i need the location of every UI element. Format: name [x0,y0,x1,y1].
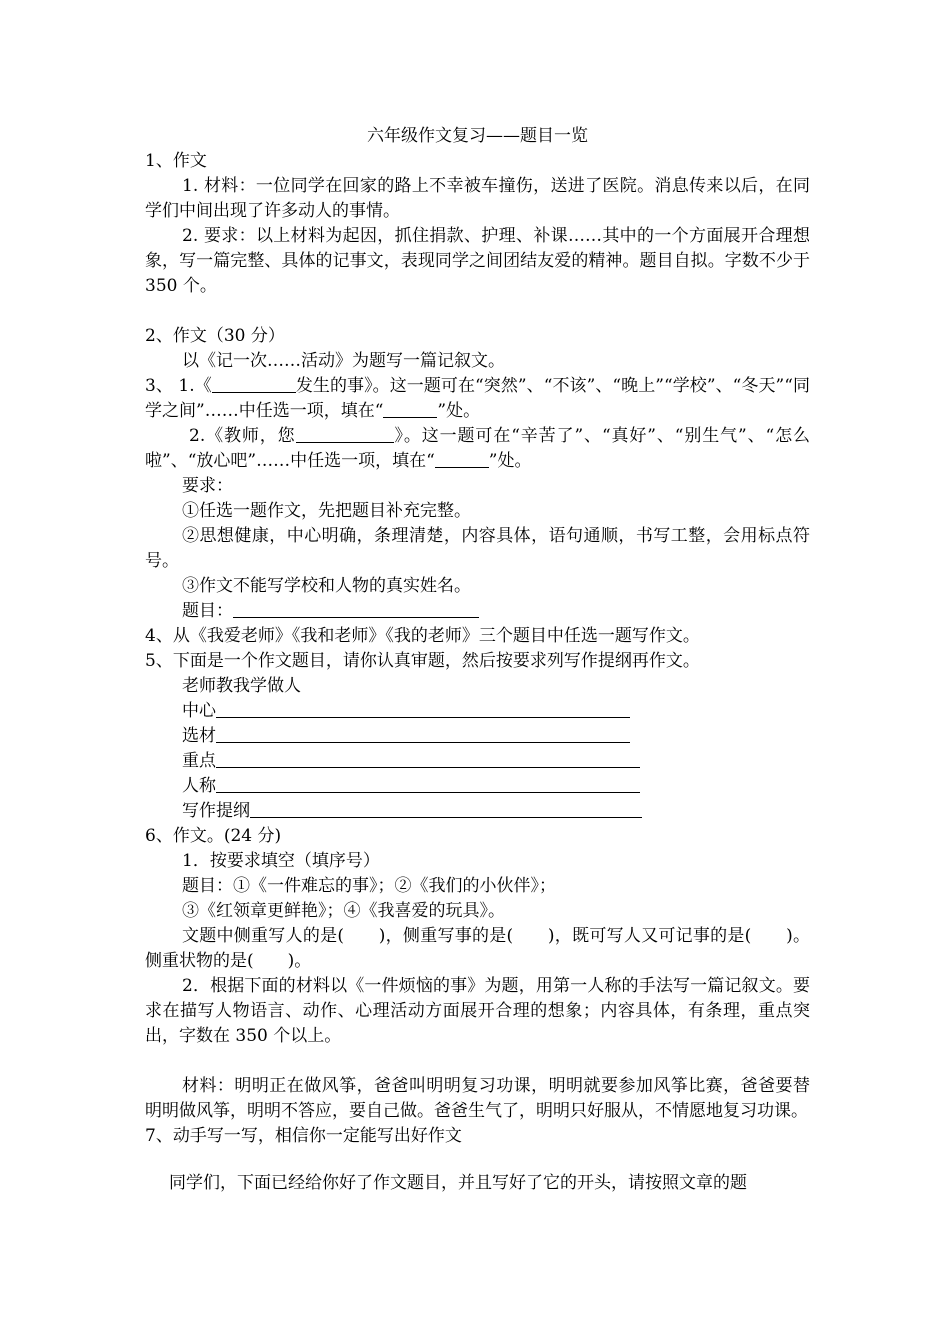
outline-blank[interactable] [216,724,630,743]
q1-prefix: 3、 1.《 [145,376,212,396]
q2-title-blank[interactable] [296,424,394,443]
requirement-1: ①任选一题作文，先把题目补充完整。 [182,501,471,521]
section-2-heading: 2、作文（30 分） [145,326,285,346]
outline-center [145,699,810,724]
topic-line [145,599,810,624]
q2-prefix: 2.《教师，您 [189,426,296,446]
outline-label: 人称 [182,776,216,796]
section-6-task-2: 2．根据下面的材料以《一件烦恼的事》为题，用第一人称的手法写一篇记叙文。要求在描写人物语言、动作、心理活动方面展开合理的想象；内容具体，有条理，重点突出，字数在 350 个以上。 [145,976,810,1046]
section-6-heading: 6、作文。(24 分) [145,826,282,846]
outline-blank[interactable] [250,799,642,818]
section-6-topics-line-2: ③《红领章更鲜艳》；④《我喜爱的玩具》。 [182,901,505,921]
q2-suffix: ”处。 [488,451,532,471]
outline-label: 中心 [182,701,216,721]
outline-plan [145,799,810,824]
outline-label: 重点 [182,751,216,771]
section-5-topic: 老师教我学做人 [182,676,301,696]
section-2-text: 以《记一次……活动》为题写一篇记叙文。 [182,351,505,371]
q1-title-blank[interactable] [212,374,296,393]
section-5-text: 5、下面是一个作文题目，请你认真审题，然后按要求列写作提纲再作文。 [145,651,700,671]
section-6-topics-line-1: 题目：①《一件难忘的事》；②《我们的小伙伴》； [182,876,556,896]
section-6-material: 材料：明明正在做风筝，爸爸叫明明复习功课，明明就要参加风筝比赛，爸爸要替明明做风筝，明明不答应，要自己做。爸爸生气了，明明只好服从，不情愿地复习功课。 [145,1076,810,1121]
topic-blank[interactable] [233,599,479,618]
q2-middle: 》。这一题可在“辛苦了”、“真好”、“别生气”、“怎么啦”、“放心吧”……中任选一项，填在“ [145,426,810,471]
q1-suffix: ”处。 [437,401,481,421]
requirements-label: 要求： [182,476,233,496]
section-1-requirement: 2. 要求：以上材料为起因，抓住捐款、护理、补课……其中的一个方面展开合理想象，写一篇完整、具体的记事文，表现同学之间团结友爱的精神。题目自拟。字数不少于 350 个。 [145,226,810,296]
q2-fill-blank[interactable] [435,449,489,468]
spacer [145,299,810,324]
topic-label: 题目： [182,601,233,621]
spacer [145,1049,810,1074]
requirement-2: ②思想健康，中心明确，条理清楚，内容具体，语句通顺，书写工整，会用标点符号。 [145,526,810,571]
outline-focus [145,749,810,774]
section-3-question-1 [145,374,810,424]
spacer [145,1149,810,1171]
outline-person [145,774,810,799]
section-3-question-2 [145,424,810,474]
outline-material [145,724,810,749]
q1-middle: 发生的事》。这一题可在“突然”、“不该”、“晚上”“学校”、“冬天”“同学之间”……中任选一项，填在“ [145,376,810,421]
requirement-3: ③作文不能写学校和人物的真实姓名。 [182,576,471,596]
outline-label: 选材 [182,726,216,746]
outline-blank[interactable] [216,749,640,768]
section-6-fill-question: 文题中侧重写人的是( )，侧重写事的是( )，既可写人又可记事的是( )。侧重状物的是( )。 [145,926,810,971]
section-7-text: 同学们，下面已经给你好了作文题目，并且写好了它的开头，请按照文章的题 [169,1173,747,1193]
section-4-text: 4、从《我爱老师》《我和老师》《我的老师》三个题目中任选一题写作文。 [145,626,700,646]
page-title: 六年级作文复习——题目一览 [367,126,588,146]
document-page [145,124,810,1196]
outline-blank[interactable] [216,774,640,793]
section-6-task-1: 1．按要求填空（填序号） [182,851,380,871]
outline-label: 写作提纲 [182,801,250,821]
outline-blank[interactable] [216,699,630,718]
section-1-heading: 1、作文 [145,151,207,171]
section-1-material: 1. 材料：一位同学在回家的路上不幸被车撞伤，送进了医院。消息传来以后，在同学们中间出现了许多动人的事情。 [145,176,810,221]
section-7-heading: 7、动手写一写，相信你一定能写出好作文 [145,1126,462,1146]
q1-fill-blank[interactable] [383,399,437,418]
